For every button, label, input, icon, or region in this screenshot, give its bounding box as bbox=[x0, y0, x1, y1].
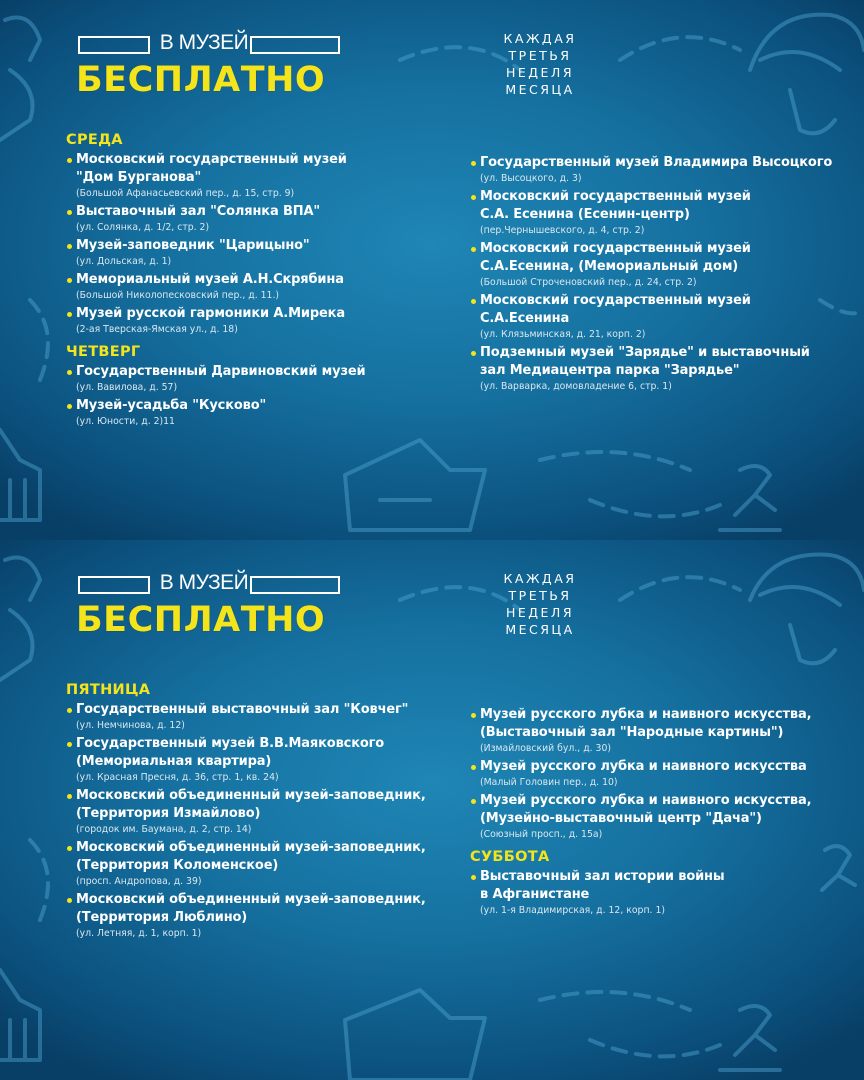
list-item bbox=[66, 735, 426, 784]
pre-title-text: В МУЗЕЙ bbox=[159, 31, 249, 54]
museum-address: (просп. Андропова, д. 39) bbox=[76, 876, 202, 887]
museum-name: Музей русского лубка и наивного искусства, (Выставочный зал "Народные картины") bbox=[470, 706, 811, 742]
right-column bbox=[470, 154, 832, 396]
museum-name: Московский государственный музей "Дом Бурганова" bbox=[66, 151, 366, 187]
museum-name: Мемориальный музей А.Н.Скрябина bbox=[66, 271, 366, 289]
museum-name: Музей-заповедник "Царицыно" bbox=[66, 237, 366, 255]
museum-address: (пер.Чернышевского, д. 4, стр. 2) bbox=[480, 225, 645, 236]
museum-address: (Союзный просп., д. 15а) bbox=[480, 829, 603, 840]
museum-address: (ул. Дольская, д. 1) bbox=[76, 256, 172, 267]
day-heading: СРЕДА bbox=[66, 132, 123, 148]
ship-icon bbox=[345, 440, 485, 530]
list-item bbox=[66, 787, 426, 836]
ship-icon bbox=[345, 990, 485, 1080]
list-item bbox=[66, 701, 426, 732]
museum-name: Московский объединенный музей-заповедник, (Территория Люблино) bbox=[66, 891, 426, 927]
museum-address: (ул. Красная Пресня, д. 36, стр. 1, кв. 24) bbox=[76, 772, 279, 783]
motto-line: КАЖДАЯ bbox=[503, 31, 577, 46]
museum-name: Государственный музей Владимира Высоцкого bbox=[470, 154, 832, 172]
museum-address: (городок им. Баумана, д. 2, стр. 14) bbox=[76, 824, 252, 835]
museum-name: Музей русского лубка и наивного искусства bbox=[470, 758, 811, 776]
museum-name: Музей русского лубка и наивного искусства, (Музейно-выставочный центр "Дача") bbox=[470, 792, 811, 828]
list-item bbox=[66, 363, 366, 394]
museum-name: Музей-усадьба "Кусково" bbox=[66, 397, 366, 415]
motto-line: КАЖДАЯ bbox=[503, 571, 577, 586]
list-item bbox=[470, 344, 832, 393]
poster-panel-bottom bbox=[0, 540, 864, 1080]
title-bar-right bbox=[250, 576, 340, 594]
motto-line: НЕДЕЛЯ bbox=[505, 65, 575, 80]
museum-address: (ул. Варварка, домовладение 6, стр. 1) bbox=[480, 381, 672, 392]
list-item bbox=[470, 188, 832, 237]
museum-address: (Малый Головин пер., д. 10) bbox=[480, 777, 618, 788]
main-title: БЕСПЛАТНО bbox=[76, 600, 326, 640]
runner-icon bbox=[822, 846, 855, 890]
day-heading: ПЯТНИЦА bbox=[66, 682, 151, 698]
museum-address: (Измайловский бул., д. 30) bbox=[480, 743, 611, 754]
motto bbox=[488, 30, 592, 98]
motto-line: МЕСЯЦА bbox=[505, 82, 575, 97]
list-item bbox=[470, 868, 811, 917]
museum-address: (2-ая Тверская-Ямская ул., д. 18) bbox=[76, 324, 238, 335]
list-item bbox=[470, 792, 811, 841]
museum-name: Государственный музей В.В.Маяковского (Мемориальная квартира) bbox=[66, 735, 426, 771]
runner-icon bbox=[720, 466, 780, 530]
list-item bbox=[470, 240, 832, 289]
figure-icon bbox=[0, 18, 40, 141]
day-heading: ЧЕТВЕРГ bbox=[66, 344, 141, 360]
list-item bbox=[66, 891, 426, 940]
title-bar-right bbox=[250, 36, 340, 54]
museum-name: Подземный музей "Зарядье" и выставочный зал Медиацентра парка "Зарядье" bbox=[470, 344, 832, 380]
title-bar-left bbox=[78, 36, 150, 54]
helmet-icon bbox=[750, 15, 864, 134]
museum-address: (ул. Юности, д. 2)11 bbox=[76, 416, 175, 427]
list-item bbox=[66, 237, 366, 268]
main-title: БЕСПЛАТНО bbox=[76, 60, 326, 100]
list-item bbox=[470, 154, 832, 185]
museum-address: (ул. 1-я Владимирская, д. 12, корп. 1) bbox=[480, 905, 665, 916]
list-item bbox=[66, 151, 366, 200]
list-item bbox=[470, 292, 832, 341]
figure-icon bbox=[0, 558, 40, 681]
list-item bbox=[66, 203, 366, 234]
museum-name: Музей русской гармоники А.Мирека bbox=[66, 305, 366, 323]
museum-name: Московский государственный музей С.А.Есенина bbox=[470, 292, 832, 328]
museum-name: Государственный выставочный зал "Ковчег" bbox=[66, 701, 426, 719]
museum-name: Государственный Дарвиновский музей bbox=[66, 363, 366, 381]
museum-address: (Большой Николопесковский пер., д. 11.) bbox=[76, 290, 280, 301]
left-column bbox=[66, 682, 426, 943]
museum-address: (ул. Высоцкого, д. 3) bbox=[480, 173, 582, 184]
pre-title-text: В МУЗЕЙ bbox=[159, 571, 249, 594]
motto-line: МЕСЯЦА bbox=[505, 622, 575, 637]
columns-icon bbox=[0, 430, 40, 520]
list-item bbox=[470, 706, 811, 755]
left-column bbox=[66, 132, 366, 431]
list-item bbox=[66, 305, 366, 336]
museum-name: Московский объединенный музей-заповедник, (Территория Коломенское) bbox=[66, 839, 426, 875]
motto-line: ТРЕТЬЯ bbox=[508, 48, 572, 63]
columns-icon bbox=[0, 970, 40, 1060]
title-bar-left bbox=[78, 576, 150, 594]
museum-address: (ул. Вавилова, д. 57) bbox=[76, 382, 178, 393]
motto-line: ТРЕТЬЯ bbox=[508, 588, 572, 603]
motto bbox=[488, 570, 592, 638]
pre-title bbox=[78, 32, 340, 58]
museum-name: Выставочный зал "Солянка ВПА" bbox=[66, 203, 366, 221]
museum-name: Московский государственный музей С.А.Есенина, (Мемориальный дом) bbox=[470, 240, 832, 276]
museum-name: Московский объединенный музей-заповедник, (Территория Измайлово) bbox=[66, 787, 426, 823]
pre-title bbox=[78, 572, 340, 598]
museum-name: Московский государственный музей С.А. Есенина (Есенин-центр) bbox=[470, 188, 832, 224]
museum-address: (ул. Солянка, д. 1/2, стр. 2) bbox=[76, 222, 210, 233]
right-column bbox=[470, 706, 811, 920]
list-item bbox=[66, 397, 366, 428]
museum-address: (ул. Немчинова, д. 12) bbox=[76, 720, 185, 731]
runner-icon bbox=[720, 1006, 780, 1070]
list-item bbox=[66, 271, 366, 302]
museum-address: (Большой Афанасьевский пер., д. 15, стр. 9) bbox=[76, 188, 295, 199]
list-item bbox=[470, 758, 811, 789]
museum-name: Выставочный зал истории войны в Афганистане bbox=[470, 868, 811, 904]
list-item bbox=[66, 839, 426, 888]
helmet-icon bbox=[750, 555, 864, 664]
museum-address: (ул. Летняя, д. 1, корп. 1) bbox=[76, 928, 202, 939]
museum-address: (ул. Клязьминская, д. 21, корп. 2) bbox=[480, 329, 646, 340]
motto-line: НЕДЕЛЯ bbox=[505, 605, 575, 620]
museum-address: (Большой Строченовский пер., д. 24, стр. 2) bbox=[480, 277, 697, 288]
day-heading: СУББОТА bbox=[470, 849, 550, 865]
